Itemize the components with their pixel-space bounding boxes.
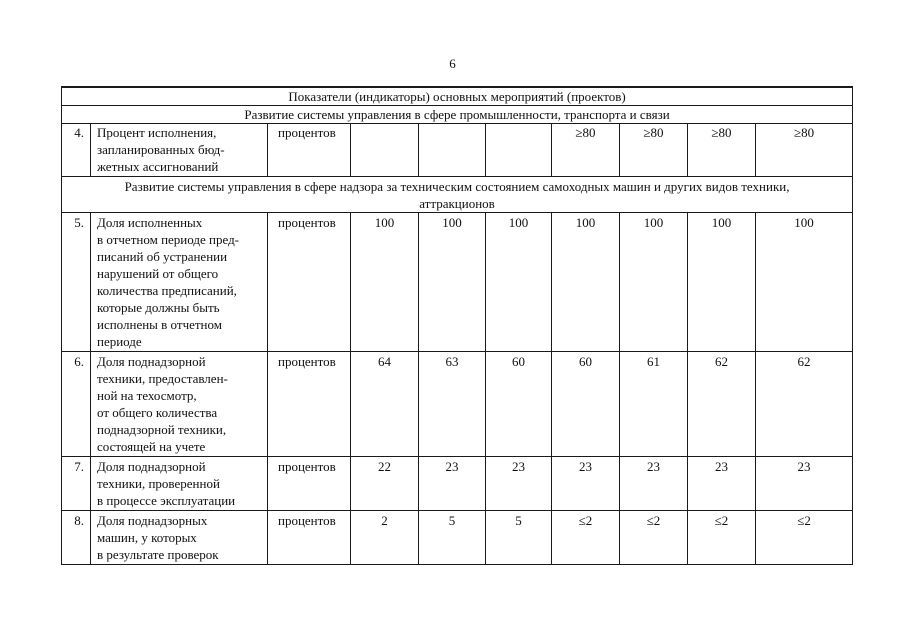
- value-cell: ≥80: [620, 124, 688, 177]
- value-cell: ≤2: [756, 511, 853, 565]
- value-cell: 100: [756, 213, 853, 352]
- row-number: 5.: [62, 213, 91, 352]
- value-cell: 100: [552, 213, 620, 352]
- unit-cell: процентов: [268, 124, 351, 177]
- value-cell: 5: [486, 511, 552, 565]
- value-cell: ≥80: [756, 124, 853, 177]
- value-cell: 64: [351, 352, 419, 457]
- table-row: [62, 511, 853, 565]
- value-cell: 100: [419, 213, 486, 352]
- indicator-name-line: Доля исполненных: [97, 215, 203, 230]
- indicator-name-line: писаний об устранении: [97, 249, 228, 264]
- section-heading-machinery-supervision: [62, 177, 853, 213]
- indicator-name-line: в результате проверок: [97, 547, 219, 562]
- indicator-name: [91, 124, 268, 177]
- indicator-name-line: периоде: [97, 334, 142, 349]
- value-cell: 62: [756, 352, 853, 457]
- value-cell: 60: [552, 352, 620, 457]
- indicator-name-line: количества предписаний,: [97, 283, 237, 298]
- value-cell: 63: [419, 352, 486, 457]
- value-cell: 61: [620, 352, 688, 457]
- indicator-name: [91, 352, 268, 457]
- value-cell: 100: [620, 213, 688, 352]
- row-number: 6.: [62, 352, 91, 457]
- indicator-name-line: ной на техосмотр,: [97, 388, 197, 403]
- value-cell: 22: [351, 457, 419, 511]
- table-row: [62, 457, 853, 511]
- page-number: 6: [449, 56, 456, 71]
- value-cell: 2: [351, 511, 419, 565]
- value-cell: 23: [419, 457, 486, 511]
- value-cell: [486, 124, 552, 177]
- row-number: 7.: [62, 457, 91, 511]
- value-cell: ≤2: [620, 511, 688, 565]
- table-row: [62, 124, 853, 177]
- value-cell: 100: [486, 213, 552, 352]
- row-number: 4.: [62, 124, 91, 177]
- indicator-name-line: Доля поднадзорной: [97, 459, 206, 474]
- value-cell: 60: [486, 352, 552, 457]
- indicator-name-line: в процессе эксплуатации: [97, 493, 236, 508]
- indicator-name-line: машин, у которых: [97, 530, 197, 545]
- section-heading-line: Развитие системы управления в сфере надзора за техническим состоянием самоходных машин и других видов техники,: [124, 179, 790, 194]
- indicator-name-line: нарушений от общего: [97, 266, 219, 281]
- value-cell: 23: [756, 457, 853, 511]
- value-cell: 23: [620, 457, 688, 511]
- value-cell: 5: [419, 511, 486, 565]
- table-header: Показатели (индикаторы) основных мероприятий (проектов): [62, 87, 853, 106]
- indicator-name: [91, 213, 268, 352]
- value-cell: ≥80: [688, 124, 756, 177]
- indicator-name-line: исполнены в отчетном: [97, 317, 222, 332]
- value-cell: 62: [688, 352, 756, 457]
- unit-cell: процентов: [268, 213, 351, 352]
- indicator-name-line: поднадзорной техники,: [97, 422, 227, 437]
- indicator-name-line: техники, предоставлен-: [97, 371, 228, 386]
- value-cell: ≤2: [552, 511, 620, 565]
- value-cell: [419, 124, 486, 177]
- section-heading-industry-transport: Развитие системы управления в сфере промышленности, транспорта и связи: [62, 106, 853, 124]
- row-number: 8.: [62, 511, 91, 565]
- indicators-table: [61, 86, 853, 565]
- value-cell: 23: [552, 457, 620, 511]
- indicator-name-line: которые должны быть: [97, 300, 220, 315]
- indicator-name: [91, 457, 268, 511]
- unit-cell: процентов: [268, 511, 351, 565]
- indicator-name-line: Процент исполнения,: [97, 125, 217, 140]
- unit-cell: процентов: [268, 352, 351, 457]
- table-row: [62, 352, 853, 457]
- indicator-name-line: Доля поднадзорной: [97, 354, 206, 369]
- value-cell: [351, 124, 419, 177]
- indicator-name-line: состоящей на учете: [97, 439, 206, 454]
- value-cell: ≥80: [552, 124, 620, 177]
- value-cell: 23: [486, 457, 552, 511]
- unit-cell: процентов: [268, 457, 351, 511]
- section-heading-line: аттракционов: [419, 196, 495, 211]
- indicator-name-line: от общего количества: [97, 405, 218, 420]
- indicator-name-line: в отчетном периоде пред-: [97, 232, 240, 247]
- indicator-name: [91, 511, 268, 565]
- indicator-name-line: техники, проверенной: [97, 476, 220, 491]
- value-cell: 100: [351, 213, 419, 352]
- table-row: [62, 213, 853, 352]
- indicator-name-line: Доля поднадзорных: [97, 513, 208, 528]
- value-cell: ≤2: [688, 511, 756, 565]
- value-cell: 100: [688, 213, 756, 352]
- value-cell: 23: [688, 457, 756, 511]
- indicator-name-line: жетных ассигнований: [97, 159, 219, 174]
- indicator-name-line: запланированных бюд-: [97, 142, 225, 157]
